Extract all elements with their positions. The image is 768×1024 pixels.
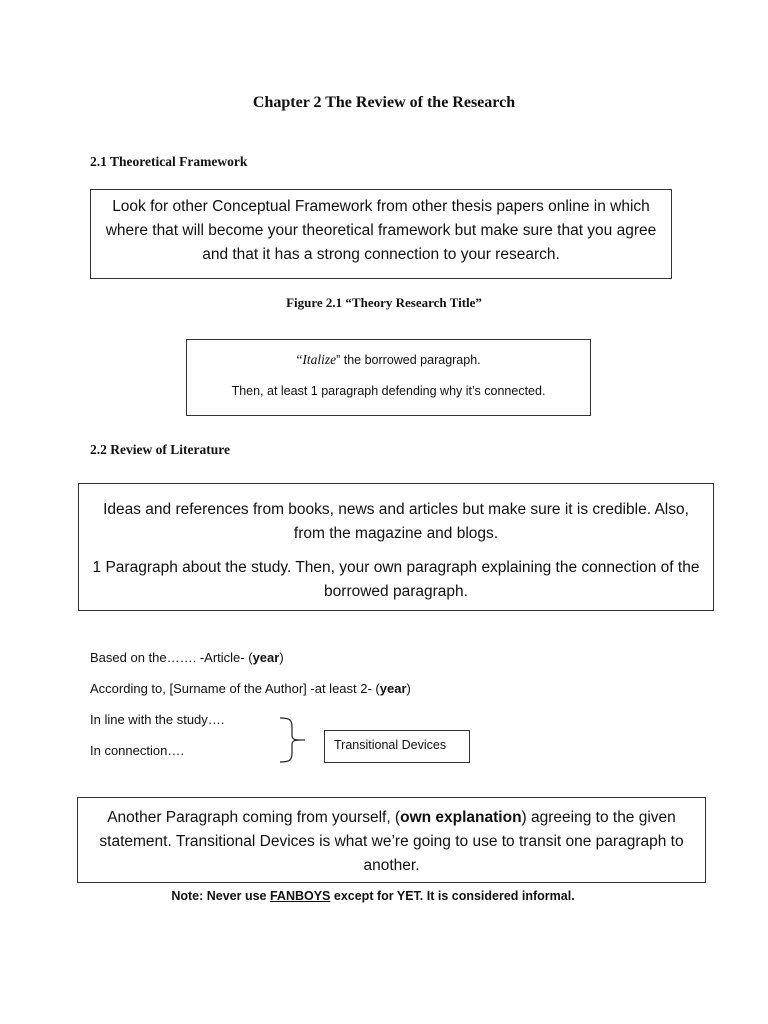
example-line-according-to [90,681,411,696]
theoretical-framework-box [90,189,672,279]
example-line-2-year: year [379,681,407,696]
example-line-based-on [90,650,284,665]
own-explanation-pre: Another Paragraph coming from yourself, ( [107,809,401,826]
note-pre: Note: Never use [171,889,270,903]
own-explanation-post: ) agreeing to the given statement. Transitional Devices is what we’re going to use to transit one paragraph to another. [99,809,684,874]
note-line [0,889,746,903]
own-explanation-box [77,797,706,883]
review-paragraph-2: 1 Paragraph about the study. Then, your own paragraph explaining the connection of the borrowed paragraph. [92,559,700,600]
defend-line: Then, at least 1 paragraph defending why it’s connected. [231,384,546,398]
transitional-devices-label-box [324,730,470,763]
own-explanation-text [90,806,693,878]
example-line-1-text: Based on the……. -Article- ( [90,650,253,665]
note-fanboys: FANBOYS [269,889,331,903]
note-post: except for YET. It is considered informal. [330,889,575,903]
review-of-literature-box [78,483,714,611]
section-heading-review-of-literature: 2.2 Review of Literature [90,442,230,457]
figure-box [186,339,591,416]
theoretical-framework-text: Look for other Conceptual Framework from other thesis papers online in which where that will become your theoretical framework but make sure that you agree and that it has a strong connection to your research. [105,198,657,263]
italize-word: Italize [302,352,337,367]
review-paragraph-1: Ideas and references from books, news and articles but make sure it is credible. Also, from the magazine and blogs. [103,501,689,542]
section-heading-theoretical-framework: 2.1 Theoretical Framework [90,154,248,169]
curly-brace-icon [276,715,306,765]
example-line-in-connection: In connection…. [90,743,184,758]
example-line-in-line-with: In line with the study…. [90,712,225,727]
figure-caption: Figure 2.1 “Theory Research Title” [286,295,482,310]
own-explanation-bold: own explanation [400,809,522,826]
example-line-2-close: ) [406,681,411,696]
example-line-1-close: ) [279,650,284,665]
transitional-devices-label: Transitional Devices [334,738,447,752]
example-line-1-year: year [252,650,280,665]
example-line-2-text: According to, [Surname of the Author] -at least 2- ( [90,681,380,696]
open-quote: “ [296,352,303,367]
page-title: Chapter 2 The Review of the Research [252,94,516,111]
italize-line [193,351,584,369]
italize-rest: ” the borrowed paragraph. [336,353,481,367]
